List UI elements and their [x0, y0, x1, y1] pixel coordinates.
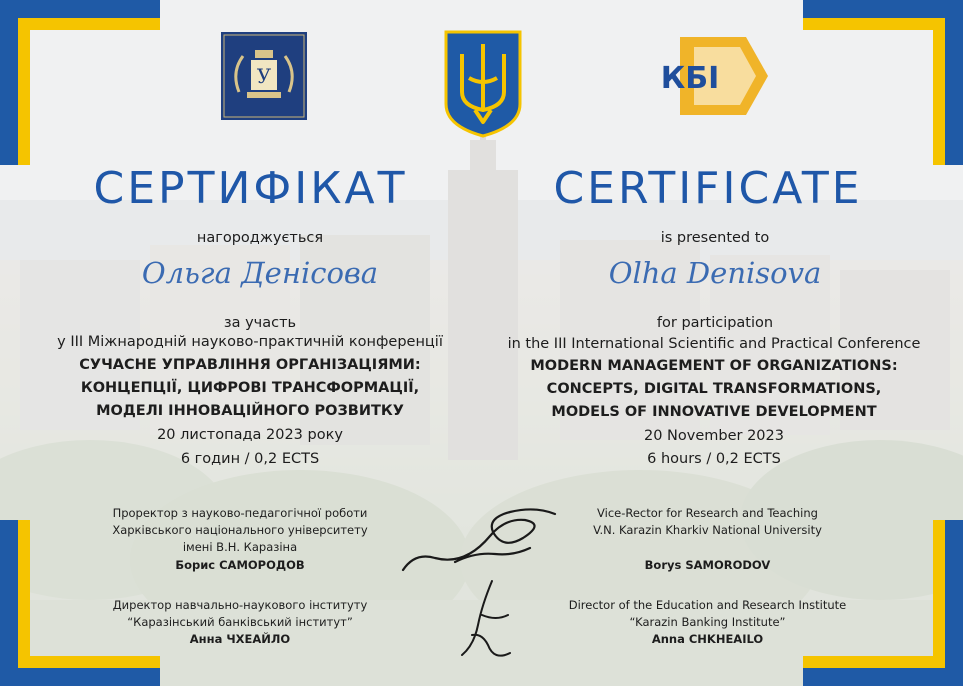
signatory-1-title-en-line2: V.N. Karazin Kharkiv National University — [593, 523, 822, 537]
topic-ua-2: КОНЦЕПЦІЇ, ЦИФРОВІ ТРАНСФОРМАЦІЇ, — [80, 380, 420, 396]
signatory-2-title-en-line1: Director of the Education and Research Institute — [568, 598, 847, 612]
university-crest-icon — [221, 32, 307, 120]
title-ua: СЕРТИФІКАТ — [93, 163, 408, 214]
signatory-1-title-ua-line1: Проректор з науково-педагогічної роботи — [112, 506, 368, 520]
signatory-1-title-en-line1: Vice-Rector for Research and Teaching — [597, 506, 818, 520]
date-en: 20 November 2023 — [643, 428, 784, 444]
participation-en: for participation — [656, 315, 774, 331]
corner-decoration-top-right — [803, 0, 963, 165]
signatory-1-name-en: Borys SAMORODOV — [644, 558, 771, 572]
signatory-2-title-ua-line1: Директор навчально-наукового інституту — [112, 598, 368, 612]
svg-text:У: У — [256, 64, 272, 88]
title-en: CERTIFICATE — [553, 163, 863, 214]
kbi-logo-text: КБІ — [660, 61, 720, 96]
signatory-2-name-en: Anna CHKHEAILO — [651, 632, 764, 646]
signatory-1-title-ua-line2: Харківського національного університету — [112, 523, 368, 537]
signatory-2-title-en-line2: “Karazin Banking Institute” — [629, 615, 786, 629]
recipient-name-en: Olha Denisova — [608, 256, 822, 290]
signature-chkheailo — [452, 575, 522, 670]
participation-ua: за участь — [223, 315, 297, 331]
kbi-logo — [650, 33, 770, 119]
signatory-2-name-ua: Анна ЧХЕАЙЛО — [189, 632, 291, 646]
topic-en-3: MODELS OF INNOVATIVE DEVELOPMENT — [551, 404, 877, 420]
hours-en: 6 hours / 0,2 ECTS — [647, 451, 781, 467]
presented-ua: нагороджується — [196, 230, 324, 246]
trident-coat-of-arms-icon — [444, 30, 522, 138]
signatory-1-title-ua-line3: імені В.Н. Каразіна — [182, 540, 298, 554]
topic-ua-3: МОДЕЛІ ІННОВАЦІЙНОГО РОЗВИТКУ — [96, 403, 404, 419]
date-ua: 20 листопада 2023 року — [157, 427, 343, 443]
conference-ua: у ІІІ Міжнародній науково-практичній конференції — [57, 334, 443, 350]
hours-ua: 6 годин / 0,2 ECTS — [180, 451, 320, 467]
signature-samorodov — [395, 492, 565, 582]
topic-en-2: CONCEPTS, DIGITAL TRANSFORMATIONS, — [546, 381, 882, 397]
topic-ua-1: СУЧАСНЕ УПРАВЛІННЯ ОРГАНІЗАЦІЯМИ: — [79, 357, 421, 373]
conference-en: in the III International Scientific and Practical Conference — [507, 336, 921, 352]
topic-en-1: MODERN MANAGEMENT OF ORGANIZATIONS: — [530, 358, 898, 374]
presented-en: is presented to — [660, 230, 770, 246]
corner-decoration-top-left — [0, 0, 160, 165]
signatory-1-name-ua: Борис САМОРОДОВ — [175, 558, 305, 572]
recipient-name-ua: Ольга Денісова — [141, 256, 379, 290]
signatory-2-title-ua-line2: “Каразінський банківський інститут” — [127, 615, 353, 629]
